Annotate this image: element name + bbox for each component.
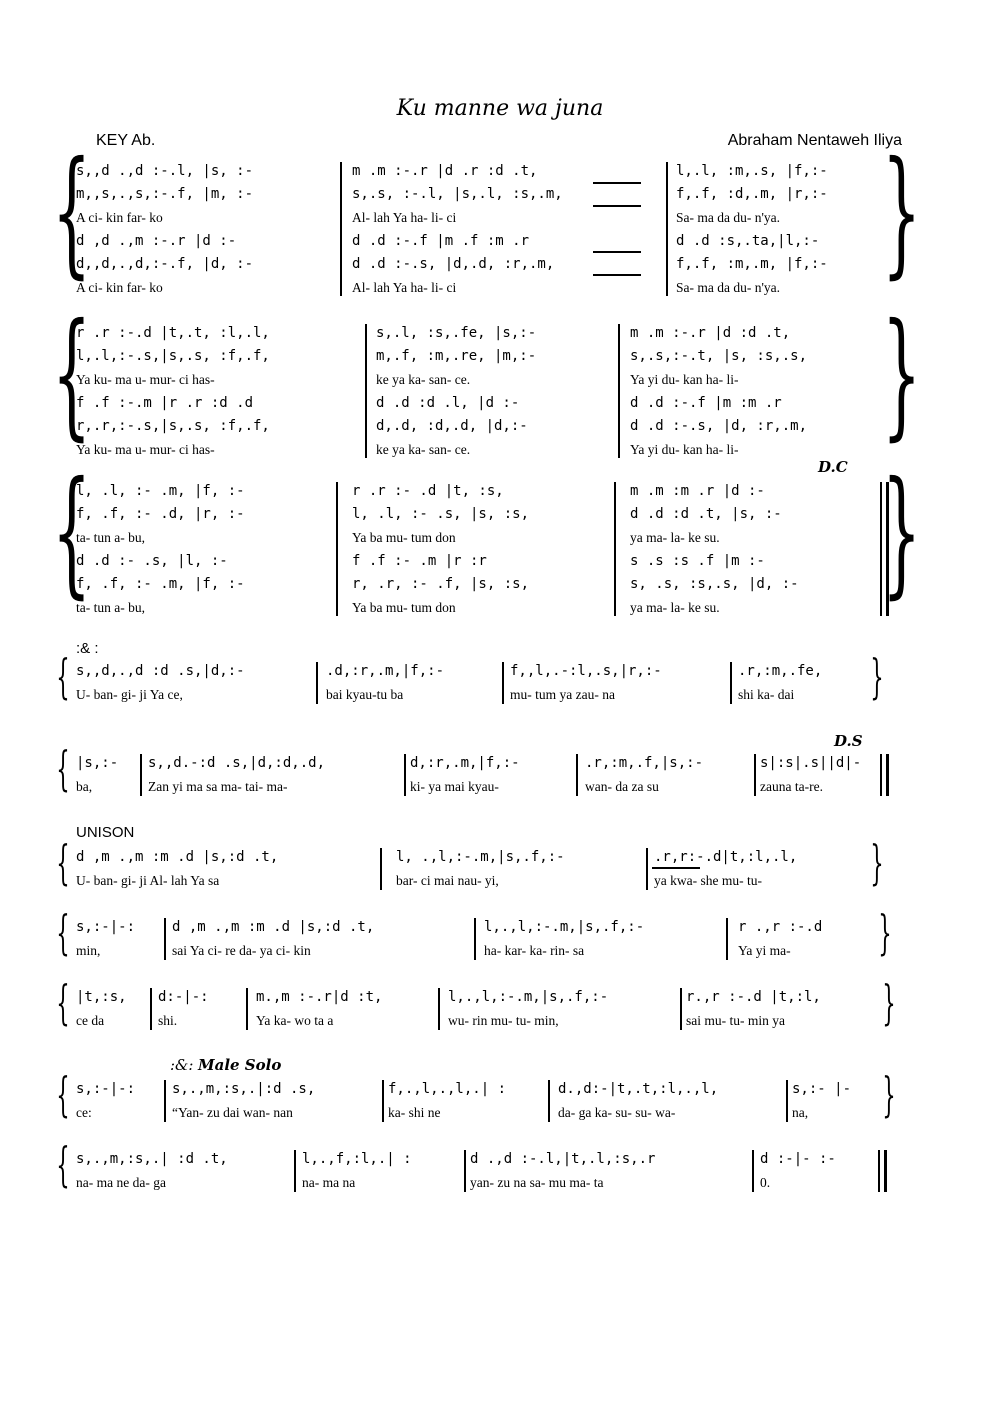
solfa-line: d .d :-.s, |d,.d, :r,.m, bbox=[352, 256, 555, 273]
lyric-line: wan- da za su bbox=[585, 779, 659, 794]
solfa-line: r .r :- .d |t, :s, bbox=[352, 483, 504, 499]
barline bbox=[752, 1150, 754, 1192]
music-system bbox=[0, 906, 992, 964]
lyric-line: ke ya ka- san- ce. bbox=[376, 371, 471, 387]
solfa-line: s,.l, :s,.fe, |s,:- bbox=[376, 325, 537, 341]
solfa-line: d ,d .,m :-.r |d :- bbox=[76, 232, 237, 249]
solfa-line: m.,m :-.r|d :t, bbox=[256, 989, 383, 1005]
lyric-line: Ya ka- wo ta a bbox=[256, 1013, 334, 1028]
barline bbox=[548, 1080, 550, 1122]
lyric-line: ki- ya mai kyau- bbox=[410, 779, 499, 794]
solfa-line: r .r :-.d |t,.t, :l,.l, bbox=[76, 325, 270, 341]
music-system bbox=[0, 976, 992, 1034]
barline bbox=[754, 754, 756, 796]
lyric-line: Al- lah Ya ha- li- ci bbox=[352, 209, 457, 225]
right-brace: } bbox=[881, 132, 922, 292]
lyric-line: shi. bbox=[158, 1013, 178, 1028]
solfa-line: f .f :- .m |r :r bbox=[352, 552, 487, 569]
solfa-line: d ,m .,m :m .d |s,:d .t, bbox=[172, 919, 375, 935]
lyric-line: Zan yi ma sa ma- tai- ma- bbox=[148, 779, 288, 794]
right-brace: } bbox=[869, 836, 884, 892]
music-system bbox=[0, 294, 992, 462]
right-brace: } bbox=[869, 650, 884, 706]
left-brace: { bbox=[55, 906, 70, 962]
right-brace: } bbox=[881, 452, 922, 612]
lyric-line: bai kyau-tu ba bbox=[326, 687, 404, 702]
solfa-line: d,:r,.m,|f,:- bbox=[410, 755, 520, 771]
solfa-line: d,,d,.,d,:-.f, |d, :- bbox=[76, 256, 254, 273]
lyric-line: ta- tun a- bu, bbox=[76, 529, 145, 545]
solfa-line: l,.,f,:l,.| : bbox=[302, 1151, 412, 1167]
lyric-line: U- ban- gi- ji Al- lah Ya sa bbox=[76, 873, 220, 888]
barline bbox=[246, 988, 248, 1030]
barline bbox=[340, 162, 342, 296]
solfa-line: .r,:m,.fe, bbox=[738, 663, 823, 679]
solfa-line: s,.,m,:s,.|:d .s, bbox=[172, 1081, 316, 1097]
solfa-line: d:-|-: bbox=[158, 989, 209, 1005]
solfa-line: s .s :s .f |m :- bbox=[630, 552, 765, 569]
solfa-line: s,,d.-:d .s,|d,:d,.d, bbox=[148, 755, 326, 771]
barline bbox=[365, 324, 367, 458]
slur-underline bbox=[593, 182, 641, 184]
solfa-line: l, .l, :- .s, |s, :s, bbox=[352, 506, 530, 523]
composer: Abraham Nentaweh Iliya bbox=[727, 132, 902, 149]
final-barline bbox=[886, 754, 889, 796]
music-system bbox=[0, 836, 992, 894]
lyric-line: min, bbox=[76, 943, 101, 958]
segno-mark: :& : bbox=[76, 640, 99, 657]
solfa-line: .r,r:-.d|t,:l,.l, bbox=[654, 849, 798, 865]
barline bbox=[726, 918, 728, 960]
lyric-line: sai Ya ci- re da- ya ci- kin bbox=[172, 943, 311, 958]
barline bbox=[464, 1150, 466, 1192]
lyric-line: ya ma- la- ke su. bbox=[630, 599, 720, 615]
solfa-line: s, .s, :s,.s, |d, :- bbox=[630, 576, 799, 593]
barline bbox=[666, 162, 668, 296]
barline bbox=[680, 988, 682, 1030]
lyric-line: zauna ta-re. bbox=[760, 779, 823, 794]
music-system bbox=[0, 1068, 992, 1126]
solfa-line: l,.,l,:-.m,|s,.f,:- bbox=[484, 919, 645, 935]
barline bbox=[150, 988, 152, 1030]
solfa-line: d .d :d .t, |s, :- bbox=[630, 506, 782, 523]
right-brace: } bbox=[877, 906, 892, 962]
lyric-line: Al- lah Ya ha- li- ci bbox=[352, 279, 457, 295]
lyric-line: “Yan- zu dai wan- nan bbox=[172, 1105, 293, 1120]
segno-mark: :&: bbox=[170, 1056, 194, 1074]
solfa-line: f, .f, :- .m, |f, :- bbox=[76, 576, 245, 593]
left-brace: { bbox=[55, 742, 70, 798]
right-brace: } bbox=[881, 294, 922, 454]
lyric-line: Sa- ma da du- n'ya. bbox=[676, 279, 781, 295]
lyric-line: bar- ci mai nau- yi, bbox=[396, 873, 499, 888]
barline bbox=[438, 988, 440, 1030]
solfa-line: f,.f, :d,.m, |r,:- bbox=[676, 186, 828, 203]
lyric-line: mu- tum ya zau- na bbox=[510, 687, 615, 702]
barline bbox=[382, 1080, 384, 1122]
barline bbox=[474, 918, 476, 960]
solfa-line: d .d :-.s, |d, :r,.m, bbox=[630, 418, 808, 435]
barline bbox=[576, 754, 578, 796]
solfa-line: s,:-|-: bbox=[76, 1081, 136, 1097]
solfa-line: d.,d:-|t,.t,:l,.,l, bbox=[558, 1081, 719, 1097]
left-brace: { bbox=[55, 836, 70, 892]
solfa-line: .r,:m,.f,|s,:- bbox=[585, 755, 704, 771]
barline bbox=[316, 662, 318, 704]
lyric-line: yan- zu na sa- mu ma- ta bbox=[470, 1175, 604, 1190]
solfa-line: d .d :-.f |m :m .r bbox=[630, 394, 782, 411]
barline bbox=[164, 1080, 166, 1122]
solfa-line: |s,:- bbox=[76, 755, 119, 771]
lyric-line: na- ma na bbox=[302, 1175, 356, 1190]
solfa-line: f,.f, :m,.m, |f,:- bbox=[676, 256, 828, 273]
lyric-line: Ya ku- ma u- mur- ci has- bbox=[76, 441, 215, 457]
lyric-line: ce: bbox=[76, 1105, 92, 1120]
solfa-line: r .,r :-.d bbox=[738, 919, 823, 935]
barline bbox=[380, 848, 382, 890]
final-barline bbox=[884, 1150, 887, 1192]
lyric-line: ke ya ka- san- ce. bbox=[376, 441, 471, 457]
barline bbox=[786, 1080, 788, 1122]
music-system bbox=[0, 742, 992, 800]
solfa-line: r, .r, :- .f, |s, :s, bbox=[352, 576, 530, 593]
solfa-line: r,.r,:-.s,|s,.s, :f,.f, bbox=[76, 418, 270, 435]
barline bbox=[614, 482, 616, 616]
barline bbox=[404, 754, 406, 796]
lyric-line: Ya yi du- kan ha- li- bbox=[630, 441, 739, 457]
unison-label: UNISON bbox=[76, 824, 135, 841]
final-barline bbox=[878, 1150, 880, 1192]
solfa-line: r.,r :-.d |t,:l, bbox=[686, 989, 821, 1005]
solfa-line: s,,d,.,d :d .s,|d,:- bbox=[76, 663, 245, 679]
left-brace: { bbox=[51, 132, 92, 292]
solfa-line: s|:s|.s||d|- bbox=[760, 755, 862, 771]
solfa-line: d,.d, :d,.d, |d,:- bbox=[376, 418, 528, 435]
solfa-line: d .d :-.f |m .f :m .r bbox=[352, 232, 530, 249]
music-system bbox=[0, 1138, 992, 1196]
lyric-line: ta- tun a- bu, bbox=[76, 599, 145, 615]
solfa-line: l,.l,:-.s,|s,.s, :f,.f, bbox=[76, 348, 270, 365]
solfa-line: d .,d :-.l,|t,.l,:s,.r bbox=[470, 1151, 656, 1167]
slur-underline bbox=[593, 205, 641, 207]
left-brace: { bbox=[55, 1068, 70, 1124]
slur-underline bbox=[593, 274, 641, 276]
key-signature: KEY Ab. bbox=[96, 132, 156, 149]
lyric-line: ya kwa- she mu- tu- bbox=[654, 873, 762, 888]
solfa-line: d .d :d .l, |d :- bbox=[376, 394, 520, 411]
lyric-line: sai mu- tu- min ya bbox=[686, 1013, 785, 1028]
lyric-line: shi ka- dai bbox=[738, 687, 795, 702]
lyric-line: Sa- ma da du- n'ya. bbox=[676, 209, 781, 225]
solfa-line: m .m :-.r |d :d .t, bbox=[630, 325, 791, 341]
right-brace: } bbox=[881, 976, 896, 1032]
lyric-line: wu- rin mu- tu- min, bbox=[448, 1013, 559, 1028]
solfa-line: d :-|- :- bbox=[760, 1151, 836, 1167]
da-capo-mark: D.C bbox=[818, 458, 848, 476]
solfa-line: l, .l, :- .m, |f, :- bbox=[76, 483, 245, 499]
barline bbox=[336, 482, 338, 616]
dal-segno-mark: D.S bbox=[834, 732, 863, 750]
solfa-line: m .m :m .r |d :- bbox=[630, 483, 765, 499]
lyric-line: Ya ba mu- tum don bbox=[352, 599, 456, 615]
slur-underline bbox=[593, 251, 641, 253]
barline bbox=[730, 662, 732, 704]
barline bbox=[502, 662, 504, 704]
barline bbox=[618, 324, 620, 458]
lyric-line: ya ma- la- ke su. bbox=[630, 529, 720, 545]
lyric-line: A ci- kin far- ko bbox=[76, 209, 163, 225]
lyric-line: A ci- kin far- ko bbox=[76, 279, 163, 295]
barline bbox=[646, 848, 648, 890]
left-brace: { bbox=[55, 976, 70, 1032]
solfa-line: s,.s, :-.l, |s,.l, :s,.m, bbox=[352, 186, 563, 203]
solfa-line: l,.l, :m,.s, |f,:- bbox=[676, 163, 828, 179]
lyric-line: ce da bbox=[76, 1013, 105, 1028]
solfa-line: m,.f, :m,.re, |m,:- bbox=[376, 348, 537, 365]
final-barline bbox=[880, 754, 882, 796]
solfa-line: s,.s,:-.t, |s, :s,.s, bbox=[630, 348, 808, 365]
solfa-line: s,,d .,d :-.l, |s, :- bbox=[76, 163, 254, 179]
lyric-line: ba, bbox=[76, 779, 93, 794]
male-solo-label: Male Solo bbox=[198, 1056, 282, 1074]
lyric-line: Ya yi du- kan ha- li- bbox=[630, 371, 739, 387]
solfa-line: f,,l,.-:l,.s,|r,:- bbox=[510, 663, 662, 679]
solfa-line: m .m :-.r |d .r :d .t, bbox=[352, 163, 538, 179]
lyric-line: ka- shi ne bbox=[388, 1105, 441, 1120]
left-brace: { bbox=[55, 1138, 70, 1194]
solfa-line: s,.,m,:s,.| :d .t, bbox=[76, 1151, 228, 1167]
solfa-line: m,,s,.,s,:-.f, |m, :- bbox=[76, 186, 254, 203]
left-brace: { bbox=[51, 294, 92, 454]
solfa-line: l, .,l,:-.m,|s,.f,:- bbox=[396, 849, 565, 865]
lyric-line: na- ma ne da- ga bbox=[76, 1175, 166, 1190]
lyric-line: Ya ba mu- tum don bbox=[352, 529, 456, 545]
solfa-line: .d,:r,.m,|f,:- bbox=[326, 663, 445, 679]
lyric-line: 0. bbox=[760, 1175, 771, 1190]
left-brace: { bbox=[55, 650, 70, 706]
right-brace: } bbox=[881, 1068, 896, 1124]
lyric-line: na, bbox=[792, 1105, 809, 1120]
music-system bbox=[0, 650, 992, 708]
solfa-line: d .d :s,.ta,|l,:- bbox=[676, 232, 820, 249]
lyric-line: da- ga ka- su- su- wa- bbox=[558, 1105, 676, 1120]
lyric-line: ha- kar- ka- rin- sa bbox=[484, 943, 585, 958]
solfa-line: l,.,l,:-.m,|s,.f,:- bbox=[448, 989, 609, 1005]
barline bbox=[140, 754, 142, 796]
lyric-line: Ya ku- ma u- mur- ci has- bbox=[76, 371, 215, 387]
solfa-line: d .d :- .s, |l, :- bbox=[76, 552, 228, 569]
solfa-line: |t,:s, bbox=[76, 989, 127, 1005]
lyric-line: Ya yi ma- bbox=[738, 943, 791, 958]
lyric-line: U- ban- gi- ji Ya ce, bbox=[76, 687, 183, 702]
solfa-line: s,:-|-: bbox=[76, 919, 136, 935]
slur-underline bbox=[652, 867, 700, 869]
solfa-line: s,:- |- bbox=[792, 1081, 852, 1097]
solfa-line: f,.,l,.,l,.| : bbox=[388, 1081, 507, 1097]
left-brace: { bbox=[51, 452, 92, 612]
page-title: Ku manne wa juna bbox=[396, 96, 604, 121]
barline bbox=[294, 1150, 296, 1192]
solfa-line: f, .f, :- .d, |r, :- bbox=[76, 506, 245, 523]
solfa-line: f .f :-.m |r .r :d .d bbox=[76, 394, 254, 411]
solfa-line: d ,m .,m :m .d |s,:d .t, bbox=[76, 849, 279, 865]
barline bbox=[164, 918, 166, 960]
